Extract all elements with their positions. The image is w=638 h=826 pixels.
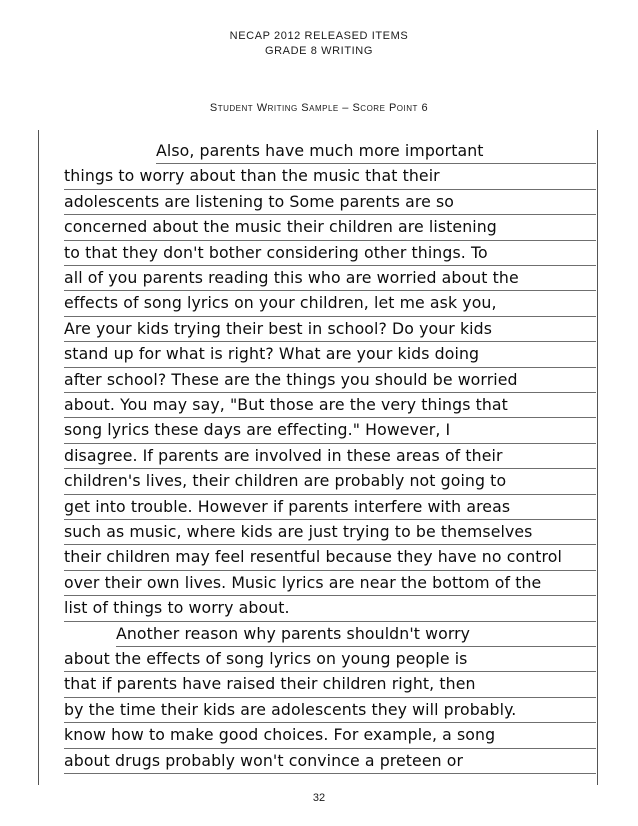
handwritten-line: adolescents are listening to Some parents are so [64, 189, 596, 215]
header-title: NECAP 2012 RELEASED ITEMS [229, 30, 409, 42]
handwritten-line: list of things to worry about. [64, 595, 596, 621]
sheet-left-border [38, 130, 39, 785]
handwritten-line: to that they don't bother considering other things. To [64, 240, 596, 266]
handwritten-line: disagree. If parents are involved in these areas of their [64, 443, 596, 469]
handwritten-line: after school? These are the things you should be worried [64, 367, 596, 393]
handwritten-line: Another reason why parents shouldn't worry [116, 621, 596, 647]
handwritten-line: their children may feel resentful because they have no control [64, 544, 596, 570]
handwritten-line: things to worry about than the music that their [64, 163, 596, 189]
handwritten-line: effects of song lyrics on your children, let me ask you, [64, 290, 596, 316]
handwritten-line: about. You may say, "But those are the very things that [64, 392, 596, 418]
sample-title: Student Writing Sample – Score Point 6 [209, 102, 429, 114]
handwritten-line: get into trouble. However if parents interfere with areas [64, 494, 596, 520]
handwritten-line: song lyrics these days are effecting." However, I [64, 417, 596, 443]
handwritten-line: over their own lives. Music lyrics are near the bottom of the [64, 570, 596, 596]
sheet-right-border [597, 130, 598, 785]
handwritten-line: such as music, where kids are just trying to be themselves [64, 519, 596, 545]
handwritten-line: Are your kids trying their best in school? Do your kids [64, 316, 596, 342]
handwritten-line: all of you parents reading this who are worried about the [64, 265, 596, 291]
handwritten-line: that if parents have raised their children right, then [64, 671, 596, 697]
handwritten-line: know how to make good choices. For example, a song [64, 722, 596, 748]
page-number: 32 [312, 792, 326, 804]
handwriting-sheet [38, 130, 598, 785]
handwritten-line: children's lives, their children are probably not going to [64, 468, 596, 494]
handwritten-line: by the time their kids are adolescents they will probably. [64, 697, 596, 723]
handwritten-line: about drugs probably won't convince a preteen or [64, 748, 596, 774]
handwritten-line: about the effects of song lyrics on young people is [64, 646, 596, 672]
handwritten-line: stand up for what is right? What are your kids doing [64, 341, 596, 367]
handwritten-line: Also, parents have much more important [156, 138, 596, 164]
handwritten-line: concerned about the music their children are listening [64, 214, 596, 240]
header-subtitle: GRADE 8 WRITING [264, 45, 373, 57]
